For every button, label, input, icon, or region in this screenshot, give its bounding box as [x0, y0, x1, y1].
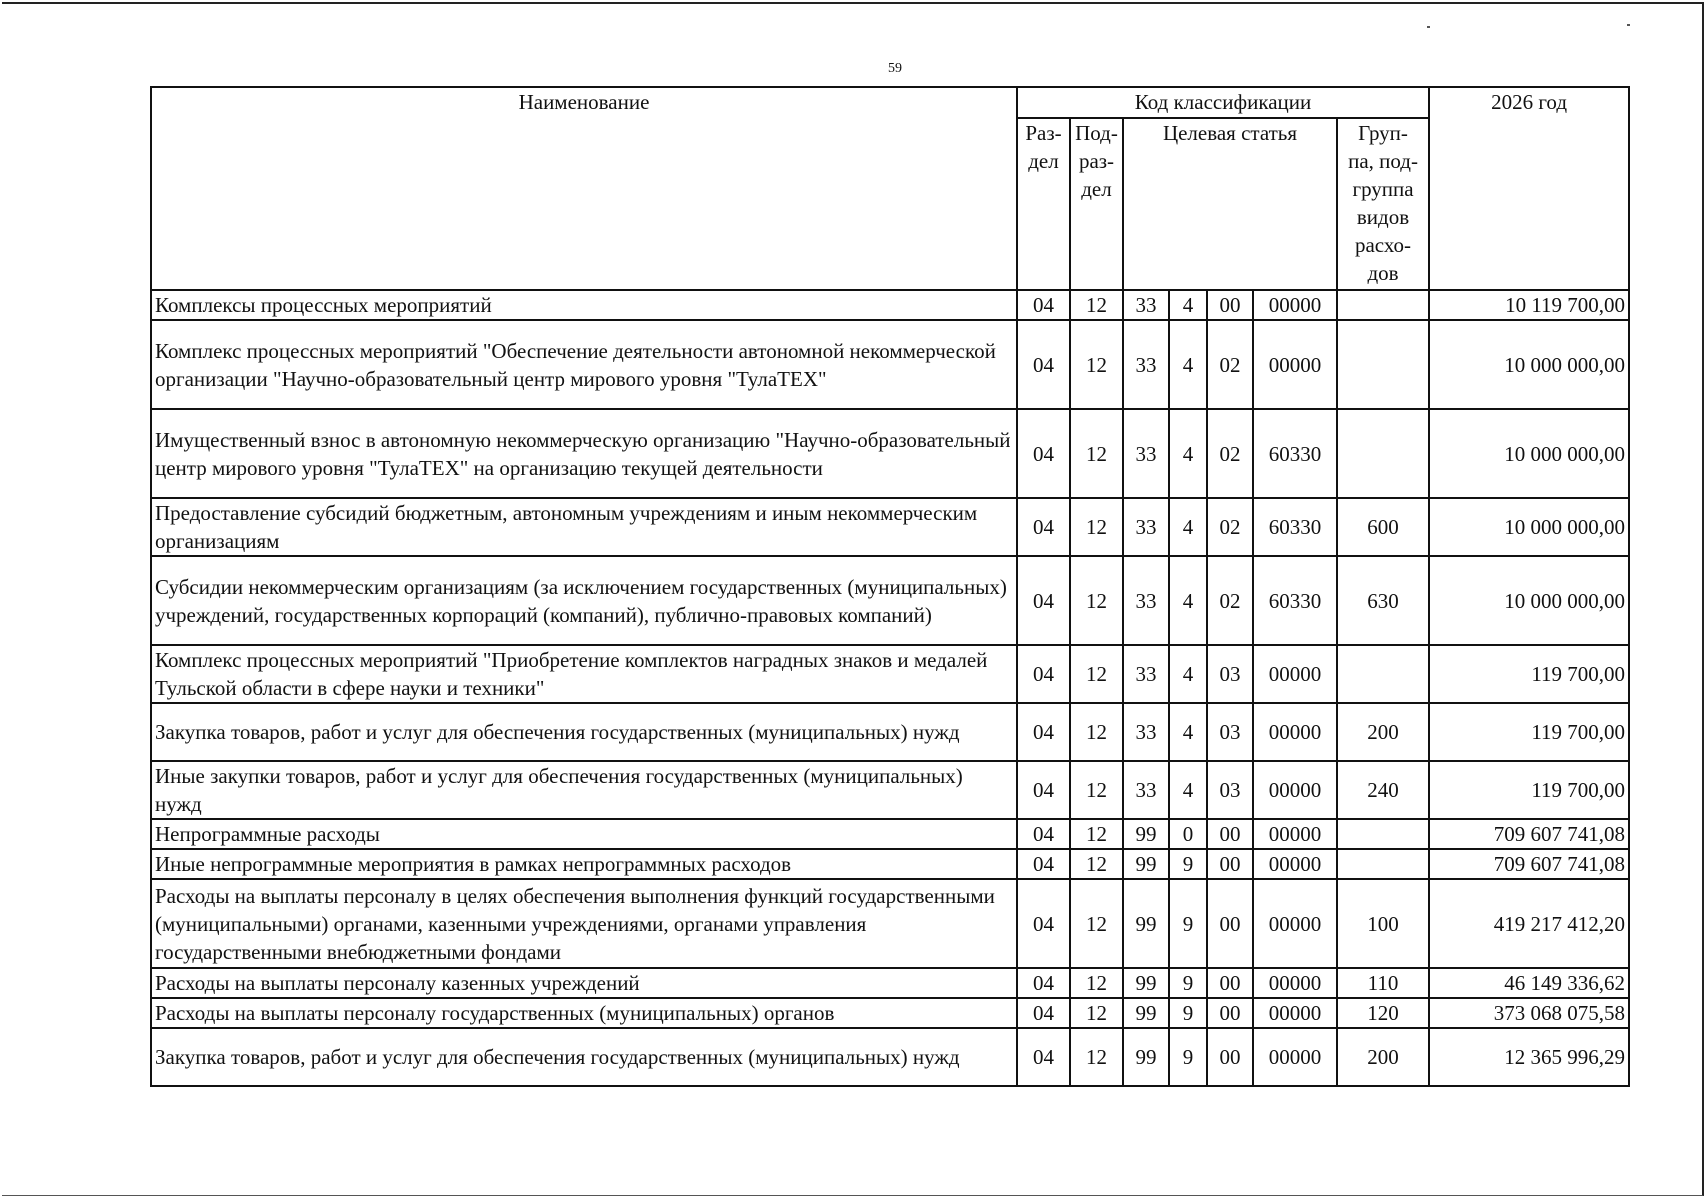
table-row [151, 409, 1629, 498]
header-year: 2026 год [1429, 87, 1629, 290]
row-target-type: 4 [1169, 645, 1207, 703]
header-expense-group: Груп- па, под- группа видов расхо- дов [1337, 118, 1429, 290]
row-target-direction: 60330 [1253, 556, 1337, 645]
row-amount: 10 000 000,00 [1429, 498, 1629, 556]
row-section: 04 [1017, 819, 1070, 849]
row-name: Непрограммные расходы [151, 819, 1017, 849]
row-amount: 373 068 075,58 [1429, 998, 1629, 1028]
row-expense-group: 200 [1337, 703, 1429, 761]
row-target-element: 02 [1207, 498, 1253, 556]
row-target-type: 4 [1169, 703, 1207, 761]
row-target-direction: 00000 [1253, 761, 1337, 819]
row-subsection: 12 [1070, 819, 1123, 849]
row-expense-group: 110 [1337, 968, 1429, 998]
row-section: 04 [1017, 849, 1070, 879]
row-target-type: 4 [1169, 320, 1207, 409]
header-subsection: Под- раз- дел [1070, 118, 1123, 290]
row-target-program: 33 [1123, 320, 1169, 409]
row-target-type: 4 [1169, 498, 1207, 556]
table-body [151, 290, 1629, 1086]
row-expense-group [1337, 645, 1429, 703]
row-target-element: 03 [1207, 761, 1253, 819]
row-target-program: 99 [1123, 819, 1169, 849]
row-target-type: 4 [1169, 761, 1207, 819]
row-section: 04 [1017, 761, 1070, 819]
row-target-element: 02 [1207, 320, 1253, 409]
row-target-element: 00 [1207, 998, 1253, 1028]
table-row [151, 819, 1629, 849]
row-target-program: 99 [1123, 998, 1169, 1028]
row-section: 04 [1017, 968, 1070, 998]
row-target-type: 4 [1169, 290, 1207, 320]
table-row [151, 849, 1629, 879]
row-section: 04 [1017, 498, 1070, 556]
row-expense-group: 240 [1337, 761, 1429, 819]
row-amount: 12 365 996,29 [1429, 1028, 1629, 1086]
row-expense-group [1337, 290, 1429, 320]
row-section: 04 [1017, 409, 1070, 498]
row-subsection: 12 [1070, 320, 1123, 409]
row-target-direction: 60330 [1253, 409, 1337, 498]
row-target-type: 4 [1169, 409, 1207, 498]
row-amount: 709 607 741,08 [1429, 819, 1629, 849]
row-target-type: 9 [1169, 968, 1207, 998]
table-row [151, 556, 1629, 645]
row-section: 04 [1017, 1028, 1070, 1086]
row-amount: 10 000 000,00 [1429, 409, 1629, 498]
row-name: Субсидии некоммерческим организациям (за исключением государственных (муниципальных) учреждений, государственных корпораций (компаний), публично-правовых компаний) [151, 556, 1017, 645]
row-name: Иные непрограммные мероприятия в рамках непрограммных расходов [151, 849, 1017, 879]
row-expense-group: 630 [1337, 556, 1429, 645]
table-row [151, 320, 1629, 409]
row-subsection: 12 [1070, 498, 1123, 556]
row-subsection: 12 [1070, 879, 1123, 968]
row-target-direction: 00000 [1253, 1028, 1337, 1086]
row-name: Закупка товаров, работ и услуг для обеспечения государственных (муниципальных) нужд [151, 703, 1017, 761]
row-amount: 119 700,00 [1429, 761, 1629, 819]
row-target-element: 02 [1207, 556, 1253, 645]
row-target-direction: 00000 [1253, 968, 1337, 998]
row-target-direction: 00000 [1253, 703, 1337, 761]
row-target-direction: 00000 [1253, 320, 1337, 409]
row-subsection: 12 [1070, 409, 1123, 498]
row-target-element: 00 [1207, 879, 1253, 968]
header-code: Код классификации [1017, 87, 1429, 118]
row-target-program: 33 [1123, 498, 1169, 556]
row-expense-group: 200 [1337, 1028, 1429, 1086]
row-target-type: 9 [1169, 879, 1207, 968]
row-subsection: 12 [1070, 645, 1123, 703]
table-row [151, 998, 1629, 1028]
row-expense-group [1337, 409, 1429, 498]
row-amount: 10 119 700,00 [1429, 290, 1629, 320]
table-row [151, 968, 1629, 998]
row-subsection: 12 [1070, 761, 1123, 819]
row-amount: 119 700,00 [1429, 703, 1629, 761]
page-number: 59 [888, 61, 902, 76]
row-target-direction: 00000 [1253, 645, 1337, 703]
row-amount: 709 607 741,08 [1429, 849, 1629, 879]
row-amount: 10 000 000,00 [1429, 320, 1629, 409]
row-subsection: 12 [1070, 290, 1123, 320]
scan-artifact [1427, 26, 1430, 28]
table-row [151, 645, 1629, 703]
row-name: Расходы на выплаты персоналу казенных учреждений [151, 968, 1017, 998]
row-target-element: 03 [1207, 645, 1253, 703]
row-target-element: 00 [1207, 290, 1253, 320]
row-section: 04 [1017, 998, 1070, 1028]
row-section: 04 [1017, 290, 1070, 320]
row-target-program: 33 [1123, 645, 1169, 703]
row-subsection: 12 [1070, 703, 1123, 761]
row-subsection: 12 [1070, 849, 1123, 879]
table-row [151, 879, 1629, 968]
table-row [151, 498, 1629, 556]
row-target-direction: 00000 [1253, 849, 1337, 879]
row-expense-group [1337, 849, 1429, 879]
scan-artifact [1627, 24, 1630, 26]
table-header [151, 87, 1629, 290]
row-target-program: 33 [1123, 556, 1169, 645]
row-target-element: 00 [1207, 968, 1253, 998]
row-target-program: 33 [1123, 761, 1169, 819]
table-row [151, 703, 1629, 761]
row-target-element: 00 [1207, 849, 1253, 879]
row-target-direction: 60330 [1253, 498, 1337, 556]
row-target-type: 0 [1169, 819, 1207, 849]
row-section: 04 [1017, 556, 1070, 645]
row-name: Расходы на выплаты персоналу государственных (муниципальных) органов [151, 998, 1017, 1028]
row-target-direction: 00000 [1253, 879, 1337, 968]
row-name: Расходы на выплаты персоналу в целях обеспечения выполнения функций государственными (муниципальными) органами, казенными учреждениями, органами управления государственными внебюджетными фондами [151, 879, 1017, 968]
row-subsection: 12 [1070, 1028, 1123, 1086]
row-section: 04 [1017, 703, 1070, 761]
row-target-program: 33 [1123, 703, 1169, 761]
row-expense-group: 100 [1337, 879, 1429, 968]
table-row [151, 761, 1629, 819]
table-row [151, 290, 1629, 320]
row-subsection: 12 [1070, 556, 1123, 645]
row-name: Комплексы процессных мероприятий [151, 290, 1017, 320]
row-target-element: 02 [1207, 409, 1253, 498]
row-name: Имущественный взнос в автономную некоммерческую организацию "Научно-образовательный центр мирового уровня "ТулаТЕХ" на организацию текущей деятельности [151, 409, 1017, 498]
row-name: Иные закупки товаров, работ и услуг для обеспечения государственных (муниципальных) нужд [151, 761, 1017, 819]
row-name: Комплекс процессных мероприятий "Приобретение комплектов наградных знаков и медалей Тульской области в сфере науки и техники" [151, 645, 1017, 703]
row-expense-group: 600 [1337, 498, 1429, 556]
row-target-direction: 00000 [1253, 819, 1337, 849]
row-target-direction: 00000 [1253, 998, 1337, 1028]
row-target-program: 99 [1123, 879, 1169, 968]
row-name: Комплекс процессных мероприятий "Обеспечение деятельности автономной некоммерческой организации "Научно-образовательный центр мирового уровня "ТулаТЕХ" [151, 320, 1017, 409]
row-name: Предоставление субсидий бюджетным, автономным учреждениям и иным некоммерческим организациям [151, 498, 1017, 556]
row-target-program: 33 [1123, 290, 1169, 320]
row-section: 04 [1017, 645, 1070, 703]
row-section: 04 [1017, 320, 1070, 409]
row-target-element: 00 [1207, 819, 1253, 849]
row-target-type: 9 [1169, 849, 1207, 879]
row-target-type: 9 [1169, 998, 1207, 1028]
row-target-program: 99 [1123, 849, 1169, 879]
header-target-article: Целевая статья [1123, 118, 1337, 290]
row-target-type: 9 [1169, 1028, 1207, 1086]
row-target-element: 03 [1207, 703, 1253, 761]
row-expense-group [1337, 320, 1429, 409]
row-target-element: 00 [1207, 1028, 1253, 1086]
row-amount: 419 217 412,20 [1429, 879, 1629, 968]
table-row [151, 1028, 1629, 1086]
row-subsection: 12 [1070, 968, 1123, 998]
row-target-program: 99 [1123, 968, 1169, 998]
row-subsection: 12 [1070, 998, 1123, 1028]
row-name: Закупка товаров, работ и услуг для обеспечения государственных (муниципальных) нужд [151, 1028, 1017, 1086]
row-target-type: 4 [1169, 556, 1207, 645]
header-name: Наименование [151, 87, 1017, 290]
row-expense-group: 120 [1337, 998, 1429, 1028]
row-target-program: 33 [1123, 409, 1169, 498]
row-target-program: 99 [1123, 1028, 1169, 1086]
row-amount: 46 149 336,62 [1429, 968, 1629, 998]
row-expense-group [1337, 819, 1429, 849]
row-amount: 10 000 000,00 [1429, 556, 1629, 645]
budget-table [150, 86, 1630, 1087]
row-amount: 119 700,00 [1429, 645, 1629, 703]
row-section: 04 [1017, 879, 1070, 968]
header-section: Раз- дел [1017, 118, 1070, 290]
row-target-direction: 00000 [1253, 290, 1337, 320]
